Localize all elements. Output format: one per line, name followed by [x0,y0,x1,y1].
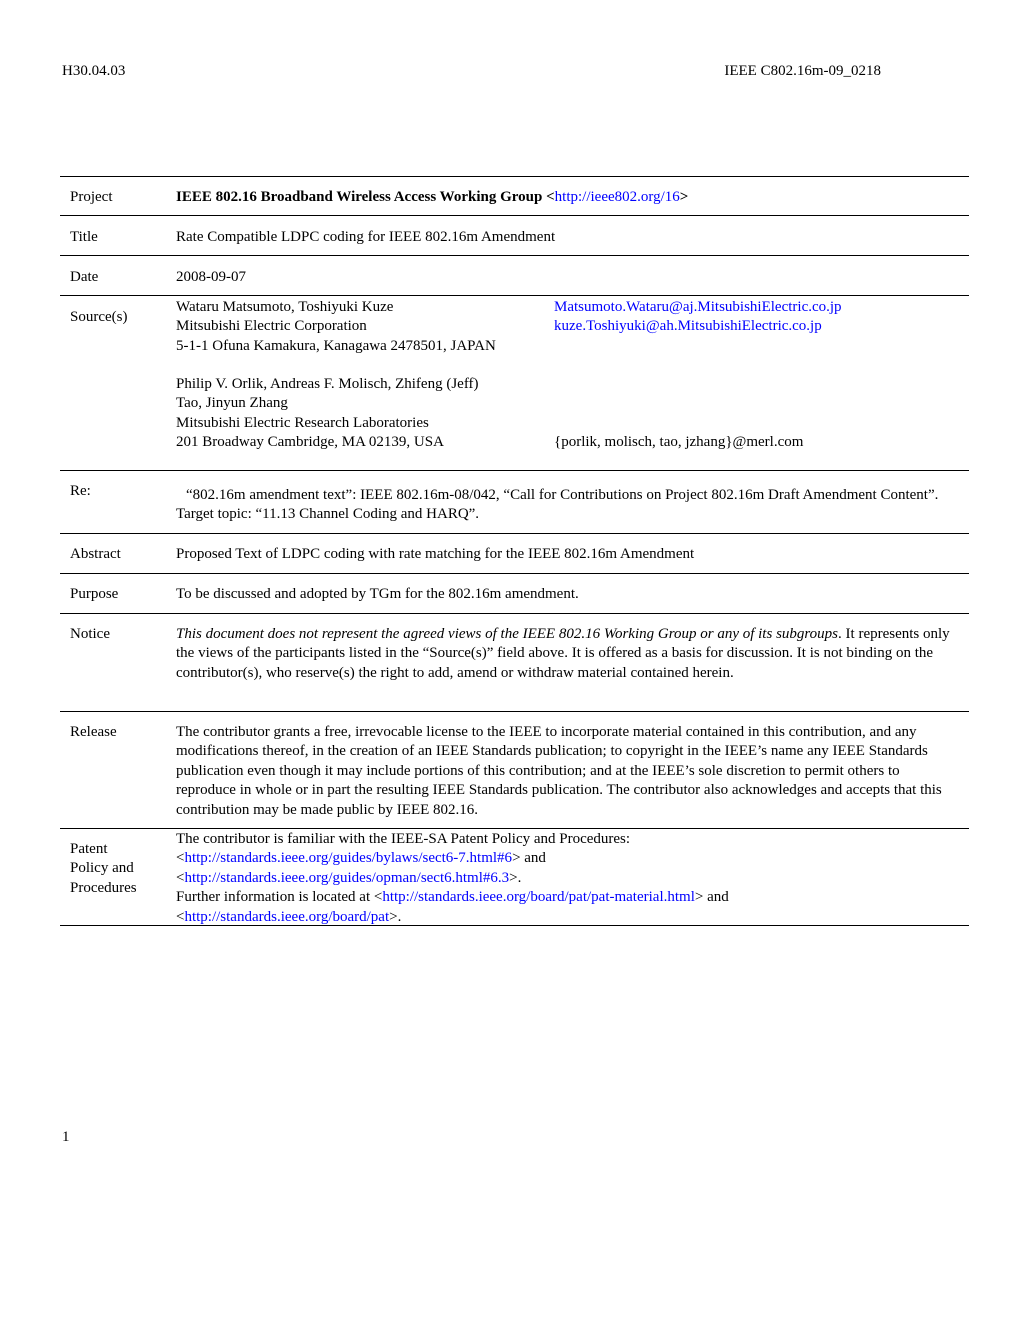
patent-line-2 [176,869,963,888]
abstract-label: Abstract [70,546,121,562]
project-label: Project [70,189,113,205]
project-value [176,188,963,207]
table-rule [60,711,969,712]
project-gt: > [679,189,689,205]
source-org-1: Mitsubishi Electric Corporation [176,318,367,335]
source-address-2: 201 Broadway Cambridge, MA 02139, USA [176,434,444,451]
purpose-label: Purpose [70,586,119,602]
patent-lt: < [176,869,185,886]
patent-end: >. [389,908,402,925]
title-value: Rate Compatible LDPC coding for IEEE 802.16m Amendment [176,229,556,245]
notice-text: . It represents only the views of the participants listed in the “Source(s)” field above. It is offered as a basis for discussion. It is not binding on the contributor(s), who reserve(s) the right to add, amend or withdraw material contained herein. [176,626,950,681]
source-row [60,298,969,458]
date-value: 2008-09-07 [176,269,246,285]
patent-label-line: Patent [70,841,108,857]
patent-lt: < [176,850,185,867]
date-label: Date [70,269,99,285]
patent-further: Further information is located at < [176,889,383,906]
patent-line-1 [176,849,963,868]
patent-label-line: Procedures [70,879,137,896]
patent-end: >. [509,869,522,886]
source-email-link[interactable]: kuze.Toshiyuki@ah.MitsubishiElectric.co.jp [554,318,822,335]
patent-line-3 [176,888,963,907]
source-address-1: 5-1-1 Ofuna Kamakura, Kanagawa 2478501, JAPAN [176,337,496,354]
re-label: Re: [70,483,91,499]
notice-label: Notice [70,626,110,642]
patent-opman-link[interactable]: http://standards.ieee.org/guides/opman/sect6.html#6.3 [184,869,510,886]
table-rule [60,470,969,471]
patent-label-line: Policy and [70,860,134,877]
table-rule [60,295,969,296]
patent-intro: The contributor is familiar with the IEEE-SA Patent Policy and Procedures: [176,831,631,847]
patent-label [70,840,137,898]
source-authors-2-cont: Tao, Jinyun Zhang [176,395,288,412]
purpose-value: To be discussed and adopted by TGm for the 802.16m amendment. [176,586,579,602]
notice-value [176,625,963,683]
re-value: “802.16m amendment text”: IEEE 802.16m-08/042, “Call for Contributions on Project 802.16m Draft Amendment Content”. Target topic: “11.13 Channel Coding and HARQ”. [176,487,939,523]
notice-italic: This document does not represent the agreed views of the IEEE 802.16 Working Group or any of its subgroups [176,626,839,642]
title-label: Title [70,229,98,245]
release-label: Release [70,724,117,740]
table-rule [60,215,969,216]
project-title: IEEE 802.16 Broadband Wireless Access Working Group [176,189,543,205]
header-doc-number: IEEE C802.16m-09_0218 [724,63,881,79]
table-rule [60,533,969,534]
patent-board-link[interactable]: http://standards.ieee.org/board/pat [184,908,390,925]
table-rule [60,613,969,614]
project-lt: < [546,189,555,205]
table-rule [60,573,969,574]
project-link[interactable]: http://ieee802.org/16 [554,189,680,205]
table-rule [60,176,969,177]
source-email-link[interactable]: Matsumoto.Wataru@aj.MitsubishiElectric.co.jp [554,299,842,315]
source-org-2: Mitsubishi Electric Research Laboratories [176,414,429,431]
source-authors-1: Wataru Matsumoto, Toshiyuki Kuze [176,299,394,315]
patent-and: > and [512,850,546,867]
abstract-value: Proposed Text of LDPC coding with rate matching for the IEEE 802.16m Amendment [176,546,695,562]
patent-bylaws-link[interactable]: http://standards.ieee.org/guides/bylaws/sect6-7.html#6 [184,850,513,867]
source-email-2: {porlik, molisch, tao, jzhang}@merl.com [554,434,804,450]
source-authors-2: Philip V. Orlik, Andreas F. Molisch, Zhifeng (Jeff) [176,376,479,392]
page-number: 1 [62,1129,70,1145]
table-rule [60,828,969,829]
source-label: Source(s) [70,309,128,325]
patent-value [176,830,963,927]
table-rule [60,255,969,256]
patent-and: > and [694,889,729,906]
patent-lt: < [176,908,185,925]
source-emails-1 [554,298,842,337]
release-value: The contributor grants a free, irrevocable license to the IEEE to incorporate material contained in this contribution, and any modifications thereof, in the creation of an IEEE Standards publication; to copyright in the IEEE’s name any IEEE Standards publication even though it may include portions of this contribution; and at the IEEE’s sole discretion to permit others to reproduce in whole or in part the resulting IEEE Standards publication. The contributor also acknowledges and accepts that this contribution may be made public by IEEE 802.16. [176,724,942,818]
header-doc-date: H30.04.03 [62,63,126,79]
table-rule [60,925,969,926]
patent-material-link[interactable]: http://standards.ieee.org/board/pat/pat-material.html [382,889,695,906]
